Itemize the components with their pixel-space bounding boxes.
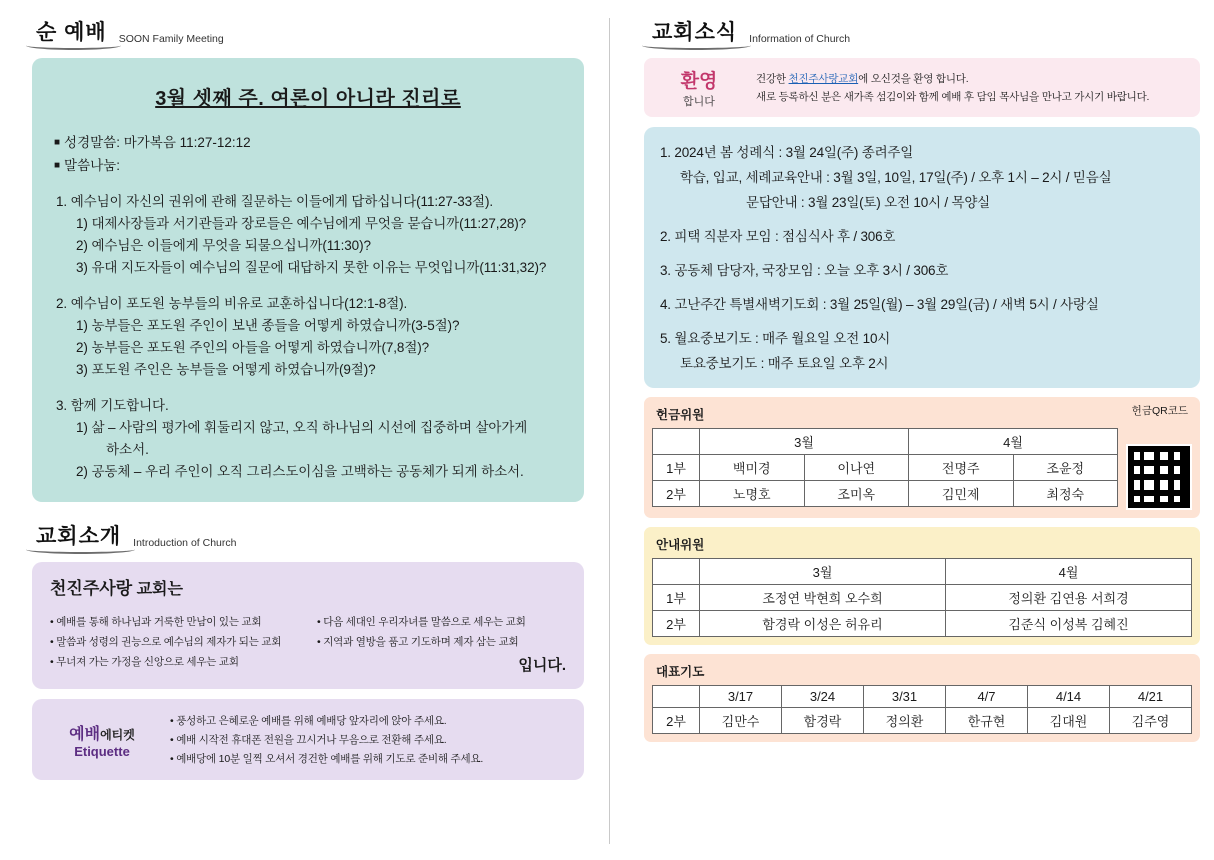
notice-main: 4. 고난주간 특별새벽기도회 : 3월 25일(월) – 3월 29일(금) / 새벽 5시 / 사랑실 — [660, 297, 1099, 312]
notice-item — [660, 259, 1184, 279]
etiquette-item: • 예배당에 10분 일찍 오셔서 경건한 예배를 위해 기도로 준비해 주세요. — [170, 753, 484, 765]
guide-caption: 안내위원 — [656, 538, 705, 552]
etiquette-label — [48, 721, 156, 759]
table-row — [653, 481, 1118, 507]
offering-name: 최정숙 — [1013, 481, 1118, 507]
question-sub: 2) 예수님은 이들에게 무엇을 되물으십니까(11:30)? — [76, 238, 371, 253]
question-sub: 2) 농부들은 포도원 주인의 아들을 어떻게 하였습니까(7,8절)? — [76, 340, 430, 355]
welcome-word: 환영 — [680, 71, 718, 92]
guide-corner-cell — [653, 559, 700, 585]
section-title-korean: 교회소식 — [648, 16, 741, 48]
guide-names-april: 정의환 김연용 서희경 — [946, 585, 1192, 611]
prayer-name: 김주영 — [1110, 708, 1192, 734]
square-bullet-icon: ■ — [54, 137, 61, 148]
question-main: 2. 예수님이 포도원 농부들의 비유로 교훈하십니다(12:1-8절). — [56, 296, 408, 311]
offering-name: 이나연 — [804, 455, 909, 481]
prayer-date: 3/31 — [864, 686, 946, 708]
question-group-1 — [54, 190, 562, 276]
etiquette-word-etiquette: 에티켓 — [100, 727, 135, 742]
etiquette-item: • 예배 시작전 휴대폰 전원을 끄시거나 무음으로 전환해 주세요. — [170, 734, 447, 746]
section-title-english: Introduction of Church — [133, 537, 237, 549]
prayer-table — [652, 685, 1192, 734]
prayer-date: 4/7 — [946, 686, 1028, 708]
sermon-study-box — [32, 58, 584, 502]
notice-item — [660, 293, 1184, 313]
notice-item — [660, 225, 1184, 245]
church-intro-item: • 말씀과 성령의 권능으로 예수님의 제자가 되는 교회 — [50, 636, 282, 648]
table-row — [653, 455, 1118, 481]
church-intro-left-col — [50, 609, 299, 675]
qr-code-label: 헌금QR코드 — [1131, 405, 1188, 417]
notice-main: 2. 피택 직분자 모임 : 점심식사 후 / 306호 — [660, 229, 896, 244]
etiquette-word-worship: 예배 — [69, 725, 101, 743]
guide-part-label: 2부 — [653, 611, 700, 637]
question-sub: 1) 삶 – 사람의 평가에 휘둘리지 않고, 오직 하나님의 시선에 집중하며 살아가게 — [76, 420, 528, 435]
church-intro-title — [50, 574, 566, 599]
section-title-korean: 순 예배 — [32, 16, 111, 48]
section-title-english: SOON Family Meeting — [118, 33, 224, 45]
church-intro-title-rest: 교회는 — [132, 581, 183, 598]
notice-indent-1: 토요중보기도 : 매주 토요일 오후 2시 — [680, 356, 889, 371]
etiquette-item: • 풍성하고 은혜로운 예배를 위해 예배당 앞자리에 앉아 주세요. — [170, 715, 447, 727]
etiquette-label-korean — [48, 721, 156, 744]
guide-part-label: 1부 — [653, 585, 700, 611]
offering-table — [652, 428, 1118, 507]
left-column — [14, 12, 609, 850]
notice-main: 3. 공동체 담당자, 국장모임 : 오늘 오후 3시 / 306호 — [660, 263, 949, 278]
etiquette-list — [170, 709, 483, 770]
welcome-line-1 — [756, 71, 1149, 86]
prayer-name: 정의환 — [864, 708, 946, 734]
notice-indent-1: 학습, 입교, 세례교육안내 : 3월 3일, 10일, 17일(주) / 오후 1시 – 2시 / 믿음실 — [680, 170, 1112, 185]
question-sub: 3) 유대 지도자들이 예수님의 질문에 대답하지 못한 이유는 무엇입니까(11:31,32)? — [76, 260, 547, 275]
sermon-title: 3월 셋째 주. 여론이 아니라 진리로 — [155, 88, 461, 110]
question-sub: 2) 공동체 – 우리 주인이 오직 그리스도이심을 고백하는 공동체가 되게 하소서. — [76, 464, 524, 479]
question-group-3 — [54, 394, 562, 480]
offering-month-april: 4월 — [909, 429, 1118, 455]
prayer-caption: 대표기도 — [656, 665, 705, 679]
question-sub-continuation: 하소서. — [106, 442, 149, 457]
question-main: 3. 함께 기도합니다. — [56, 398, 169, 413]
welcome-word-sub: 합니다 — [683, 96, 715, 108]
prayer-date: 3/24 — [782, 686, 864, 708]
church-intro-columns — [50, 609, 566, 675]
notice-item — [660, 327, 1184, 372]
church-intro-right-col — [317, 609, 566, 675]
prayer-date: 3/17 — [700, 686, 782, 708]
table-row — [653, 429, 1118, 455]
church-intro-closing: 입니다. — [518, 657, 566, 674]
square-bullet-icon: ■ — [54, 160, 61, 171]
offering-name: 노명호 — [700, 481, 805, 507]
right-column — [616, 12, 1200, 850]
offering-committee-block — [644, 397, 1200, 518]
section-header-church-news — [648, 16, 1200, 48]
guide-table — [652, 558, 1192, 637]
sharing-text: 말씀나눔: — [64, 158, 120, 173]
offering-name: 전명주 — [909, 455, 1014, 481]
scripture-line — [54, 131, 562, 151]
church-name: 천진주사랑 — [50, 579, 133, 598]
table-row — [653, 686, 1192, 708]
guide-names-march: 함경락 이성은 허유리 — [700, 611, 946, 637]
offering-row-wrap — [652, 428, 1192, 510]
welcome-line-1-pre: 건강한 — [756, 73, 789, 85]
church-intro-item: • 예배를 통해 하나님과 거룩한 만남이 있는 교회 — [50, 616, 262, 628]
welcome-line-1-post: 에 오신것을 환영 합니다. — [858, 73, 969, 85]
church-intro-item: • 다음 세대인 우리자녀를 말씀으로 세우는 교회 — [317, 616, 526, 628]
prayer-corner-cell — [653, 686, 700, 708]
offering-name: 조미옥 — [804, 481, 909, 507]
welcome-box — [644, 58, 1200, 117]
section-header-church-intro — [32, 520, 595, 552]
guide-committee-block — [644, 527, 1200, 645]
etiquette-label-english: Etiquette — [74, 743, 130, 759]
question-group-2 — [54, 292, 562, 378]
prayer-name: 김만수 — [700, 708, 782, 734]
offering-corner-cell — [653, 429, 700, 455]
question-sub: 3) 포도원 주인은 농부들을 어떻게 하였습니까(9절)? — [76, 362, 376, 377]
scripture-text: 성경말씀: 마가복음 11:27-12:12 — [64, 135, 251, 150]
offering-name: 조윤정 — [1013, 455, 1118, 481]
welcome-badge — [656, 66, 742, 109]
notice-indent-2: 문답안내 : 3월 23일(토) 오전 10시 / 목양실 — [746, 195, 991, 210]
column-divider — [609, 18, 610, 844]
section-header-soon-family — [32, 16, 595, 48]
notice-main: 1. 2024년 봄 성례식 : 3월 24일(주) 종려주일 — [660, 145, 914, 160]
table-row — [653, 611, 1192, 637]
offering-part-label: 1부 — [653, 455, 700, 481]
table-row — [653, 559, 1192, 585]
offering-month-march: 3월 — [700, 429, 909, 455]
church-intro-box — [32, 562, 584, 689]
question-main: 1. 예수님이 자신의 권위에 관해 질문하는 이들에게 답하십니다(11:27-33절). — [56, 194, 494, 209]
section-title-korean: 교회소개 — [32, 520, 125, 552]
prayer-name: 김대원 — [1028, 708, 1110, 734]
representative-prayer-block — [644, 654, 1200, 742]
church-link[interactable]: 천진주사랑교회 — [788, 73, 859, 85]
table-row — [653, 585, 1192, 611]
section-title-english: Information of Church — [749, 33, 851, 45]
guide-month-april: 4월 — [946, 559, 1192, 585]
church-intro-item: • 지역과 열방을 품고 기도하며 제자 삼는 교회 — [317, 636, 519, 648]
offering-name: 백미경 — [700, 455, 805, 481]
guide-month-march: 3월 — [700, 559, 946, 585]
sharing-line — [54, 154, 562, 174]
prayer-name: 함경락 — [782, 708, 864, 734]
table-row — [653, 708, 1192, 734]
question-sub: 1) 농부들은 포도원 주인이 보낸 종들을 어떻게 하였습니까(3-5절)? — [76, 318, 460, 333]
offering-name: 김민제 — [909, 481, 1014, 507]
question-sub: 1) 대제사장들과 서기관들과 장로들은 예수님에게 무엇을 묻습니까(11:27,28)? — [76, 216, 527, 231]
etiquette-box — [32, 699, 584, 780]
prayer-date: 4/14 — [1028, 686, 1110, 708]
guide-names-april: 김준식 이성복 김혜진 — [946, 611, 1192, 637]
church-intro-item: • 무너져 가는 가정을 신앙으로 세우는 교회 — [50, 656, 239, 668]
welcome-text — [756, 68, 1149, 107]
notice-item — [660, 141, 1184, 211]
offering-caption: 헌금위원 — [656, 408, 705, 422]
prayer-date: 4/21 — [1110, 686, 1192, 708]
welcome-line-2: 새로 등록하신 분은 새가족 섬김이와 함께 예배 후 담임 목사님을 만나고 가시기 바랍니다. — [756, 91, 1150, 103]
notice-main: 5. 월요중보기도 : 매주 월요일 오전 10시 — [660, 331, 891, 346]
prayer-name: 한규현 — [946, 708, 1028, 734]
prayer-part-label: 2부 — [653, 708, 700, 734]
offering-part-label: 2부 — [653, 481, 700, 507]
guide-names-march: 조정연 박현희 오수희 — [700, 585, 946, 611]
qr-code-image[interactable] — [1126, 444, 1192, 510]
notices-box — [644, 127, 1200, 388]
